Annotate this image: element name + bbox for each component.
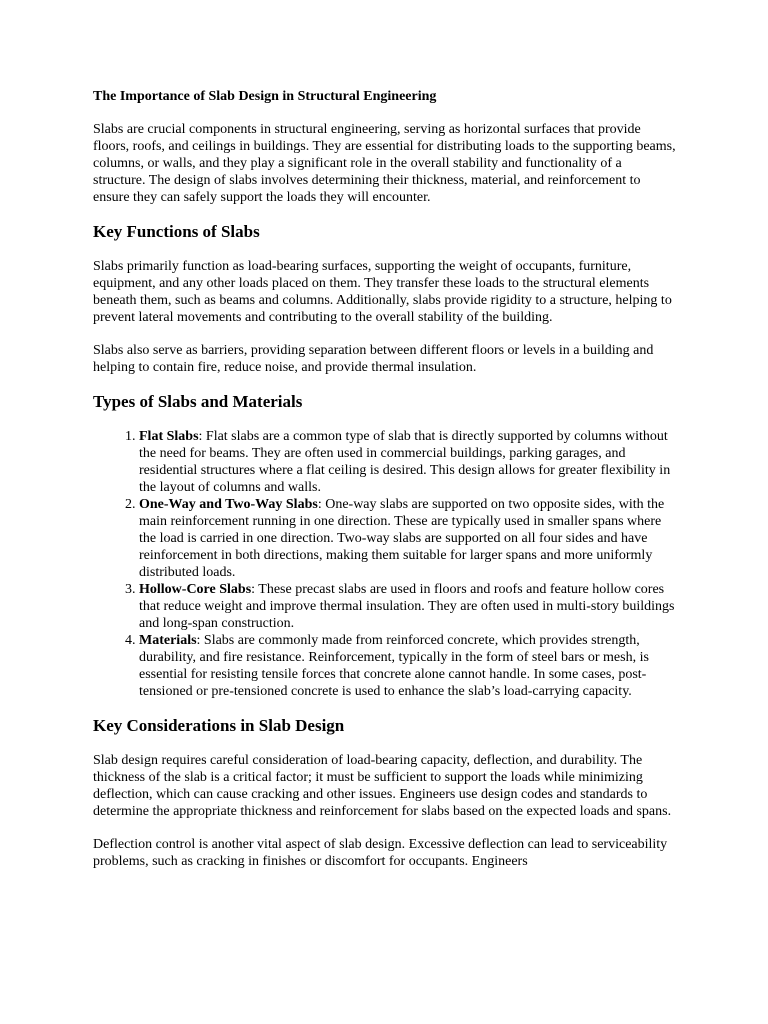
list-item [139,496,677,581]
list-item [139,581,677,632]
section-heading-key-functions: Key Functions of Slabs [93,222,260,241]
document-page [93,88,677,886]
list-item-term: Materials [139,633,197,648]
list-item-text: : One-way slabs are supported on two opposite sides, with the main reinforcement running in one direction. These are typically used in smaller spans where the load is carried in one direction. Two-way slabs are supported on all four sides and have reinforcement in both directions, making them suitable for larger spans and more uniformly distributed loads. [139,497,665,580]
document-title: The Importance of Slab Design in Structural Engineering [93,89,437,104]
key-functions-paragraph-1: Slabs primarily function as load-bearing surfaces, supporting the weight of occupants, furniture, equipment, and any other loads placed on them. They transfer these loads to the structural elements beneath them, such as beams and columns. Additionally, slabs provide rigidity to a structure, helping to prevent lateral movements and contributing to the overall stability of the building. [93,259,672,325]
key-functions-paragraph-2: Slabs also serve as barriers, providing separation between different floors or levels in a building and helping to contain fire, reduce noise, and provide thermal insulation. [93,343,654,375]
list-item-term: Flat Slabs [139,429,199,444]
intro-paragraph: Slabs are crucial components in structural engineering, serving as horizontal surfaces that provide floors, roofs, and ceilings in buildings. They are essential for distributing loads to the supporting beams, columns, or walls, and they play a significant role in the overall stability and functionality of a structure. The design of slabs involves determining their thickness, material, and reinforcement to ensure they can safely support the loads they will encounter. [93,122,676,205]
list-item [139,632,677,700]
considerations-paragraph-2: Deflection control is another vital aspect of slab design. Excessive deflection can lead to serviceability problems, such as cracking in finishes or discomfort for occupants. Engineers [93,837,668,869]
list-item-text: : Flat slabs are a common type of slab that is directly supported by columns without the need for beams. They are often used in commercial buildings, parking garages, and residential structures where a flat ceiling is desired. This design allows for greater flexibility in the layout of columns and walls. [139,429,671,495]
considerations-paragraph-1: Slab design requires careful consideration of load-bearing capacity, deflection, and durability. The thickness of the slab is a critical factor; it must be sufficient to support the loads while minimizing deflection, which can cause cracking and other issues. Engineers use design codes and standards to determine the appropriate thickness and reinforcement for slabs based on the expected loads and spans. [93,753,672,819]
list-item-text: : These precast slabs are used in floors and roofs and feature hollow cores that reduce weight and improve thermal insulation. They are often used in multi-story buildings and long-span construction. [139,582,675,631]
section-heading-types: Types of Slabs and Materials [93,392,303,411]
list-item-text: : Slabs are commonly made from reinforced concrete, which provides strength, durability, and fire resistance. Reinforcement, typically in the form of steel bars or mesh, is essential for resisting tensile forces that concrete alone cannot handle. In some cases, post-tensioned or pre-tensioned concrete is used to enhance the slab’s load-carrying capacity. [139,633,649,699]
section-heading-considerations: Key Considerations in Slab Design [93,716,345,735]
list-item [139,428,677,496]
list-item-term: One-Way and Two-Way Slabs [139,497,318,512]
list-item-term: Hollow-Core Slabs [139,582,252,597]
types-list [93,428,677,700]
